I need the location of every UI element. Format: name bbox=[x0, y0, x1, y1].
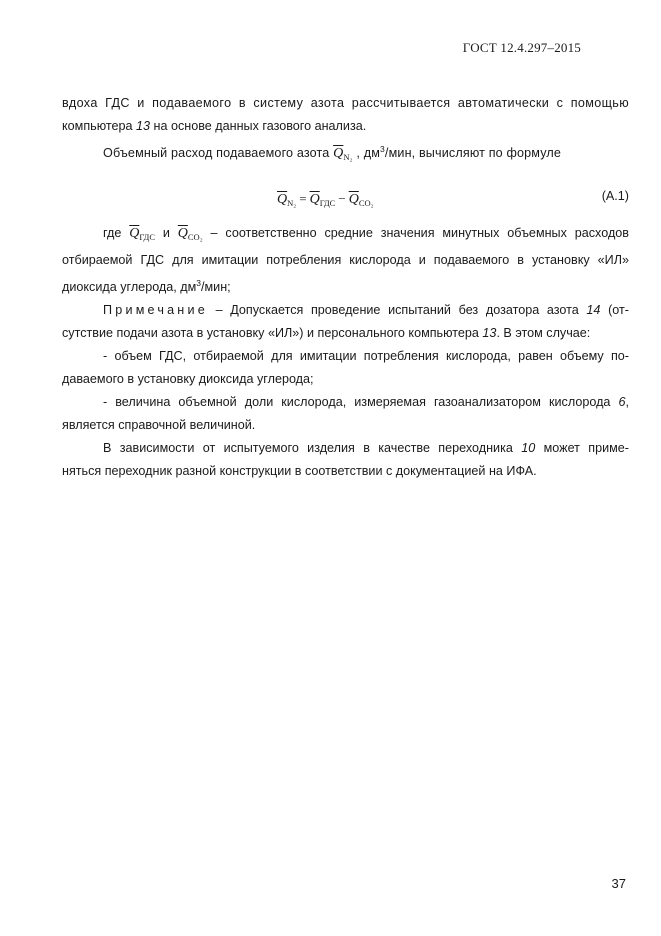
list-item bbox=[62, 391, 629, 414]
paragraph-line bbox=[62, 249, 629, 272]
symbol-q: $\overline{Q}$ bbox=[129, 226, 140, 241]
text-run: вдоха ГДС и подаваемого в систему азота рассчитывается автоматически с помощью bbox=[62, 96, 629, 110]
paragraph-where bbox=[62, 222, 629, 249]
symbol-subscript: N₂ bbox=[287, 198, 297, 208]
symbol-subscript: ГДС bbox=[319, 198, 336, 208]
text-run: - величина объемной доли кислорода, измеряемая газоанализатором кислорода bbox=[103, 395, 619, 409]
text-run: Объемный расход подаваемого азота bbox=[103, 146, 334, 160]
text-run: (от- bbox=[600, 303, 629, 317]
text-run: В зависимости от испытуемого изделия в качестве переходника bbox=[103, 441, 522, 455]
text-run: , bbox=[625, 395, 629, 409]
reference-number: 13 bbox=[482, 326, 497, 340]
reference-number: 14 bbox=[586, 303, 601, 317]
symbol-subscript: CO₂ bbox=[358, 198, 374, 208]
text-run: - объем ГДС, отбираемой для имитации потребления кислорода, равен объему по- bbox=[103, 349, 629, 363]
symbol-q: $\overline{Q}$ bbox=[333, 146, 344, 161]
paragraph-line bbox=[62, 414, 629, 437]
symbol-q: $\overline{Q}$ bbox=[277, 192, 288, 207]
reference-number: 6 bbox=[618, 395, 626, 409]
note-label: Примечание bbox=[103, 303, 208, 317]
symbol-subscript: N₂ bbox=[343, 152, 353, 162]
text-run: /мин; bbox=[201, 280, 231, 294]
text-run: компьютера bbox=[62, 119, 137, 133]
symbol-q: $\overline{Q}$ bbox=[309, 192, 320, 207]
equals-sign: = bbox=[299, 191, 307, 206]
text-run: где bbox=[103, 226, 130, 240]
symbol-subscript: CO₂ bbox=[187, 232, 203, 242]
text-run: . В этом случае: bbox=[496, 326, 591, 340]
text-run: няться переходник разной конструкции в соответствии с документацией на ИФА. bbox=[62, 464, 537, 478]
text-run: и bbox=[155, 226, 178, 240]
document-code-header: ГОСТ 12.4.297–2015 bbox=[462, 40, 581, 55]
text-run: /мин, вычисляют по формуле bbox=[384, 146, 562, 160]
paragraph-line bbox=[62, 272, 629, 299]
paragraph-adapter bbox=[62, 437, 629, 460]
text-run: – Допускается проведение испытаний без дозатора азота bbox=[207, 303, 587, 317]
text-run: даваемого в установку диоксида углерода; bbox=[62, 372, 314, 386]
reference-number: 10 bbox=[521, 441, 536, 455]
reference-number: 13 bbox=[136, 119, 151, 133]
text-run: является справочной величиной. bbox=[62, 418, 256, 432]
text-run: – соответственно средние значения минутных объемных расходов bbox=[202, 226, 629, 240]
paragraph-flow-rate bbox=[62, 138, 629, 169]
text-run: на основе данных газового анализа. bbox=[150, 119, 367, 133]
document-body bbox=[62, 92, 629, 483]
equation-number: (А.1) bbox=[601, 189, 629, 203]
minus-sign: − bbox=[338, 191, 346, 206]
text-run: , дм bbox=[352, 146, 381, 160]
paragraph-line bbox=[62, 322, 629, 345]
paragraph-line bbox=[62, 460, 629, 483]
paragraph-line bbox=[62, 368, 629, 391]
formula-block bbox=[62, 173, 629, 219]
formula bbox=[277, 187, 374, 215]
paragraph-line bbox=[62, 115, 629, 138]
text-run: диоксида углерода, дм bbox=[62, 280, 197, 294]
symbol-subscript: ГДС bbox=[139, 232, 156, 242]
superscript: 3 bbox=[380, 144, 385, 154]
page-number: 37 bbox=[611, 876, 626, 891]
paragraph-line bbox=[62, 92, 629, 115]
symbol-q: $\overline{Q}$ bbox=[348, 192, 359, 207]
text-run: может приме- bbox=[535, 441, 629, 455]
symbol-q: $\overline{Q}$ bbox=[177, 226, 188, 241]
text-run: отбираемой ГДС для имитации потребления кислорода и подаваемого в установку «ИЛ» bbox=[62, 253, 629, 267]
text-run: сутствие подачи азота в установку «ИЛ») и персонального компьютера bbox=[62, 326, 483, 340]
list-item bbox=[62, 345, 629, 368]
superscript: 3 bbox=[196, 278, 202, 288]
note-paragraph bbox=[62, 299, 629, 322]
